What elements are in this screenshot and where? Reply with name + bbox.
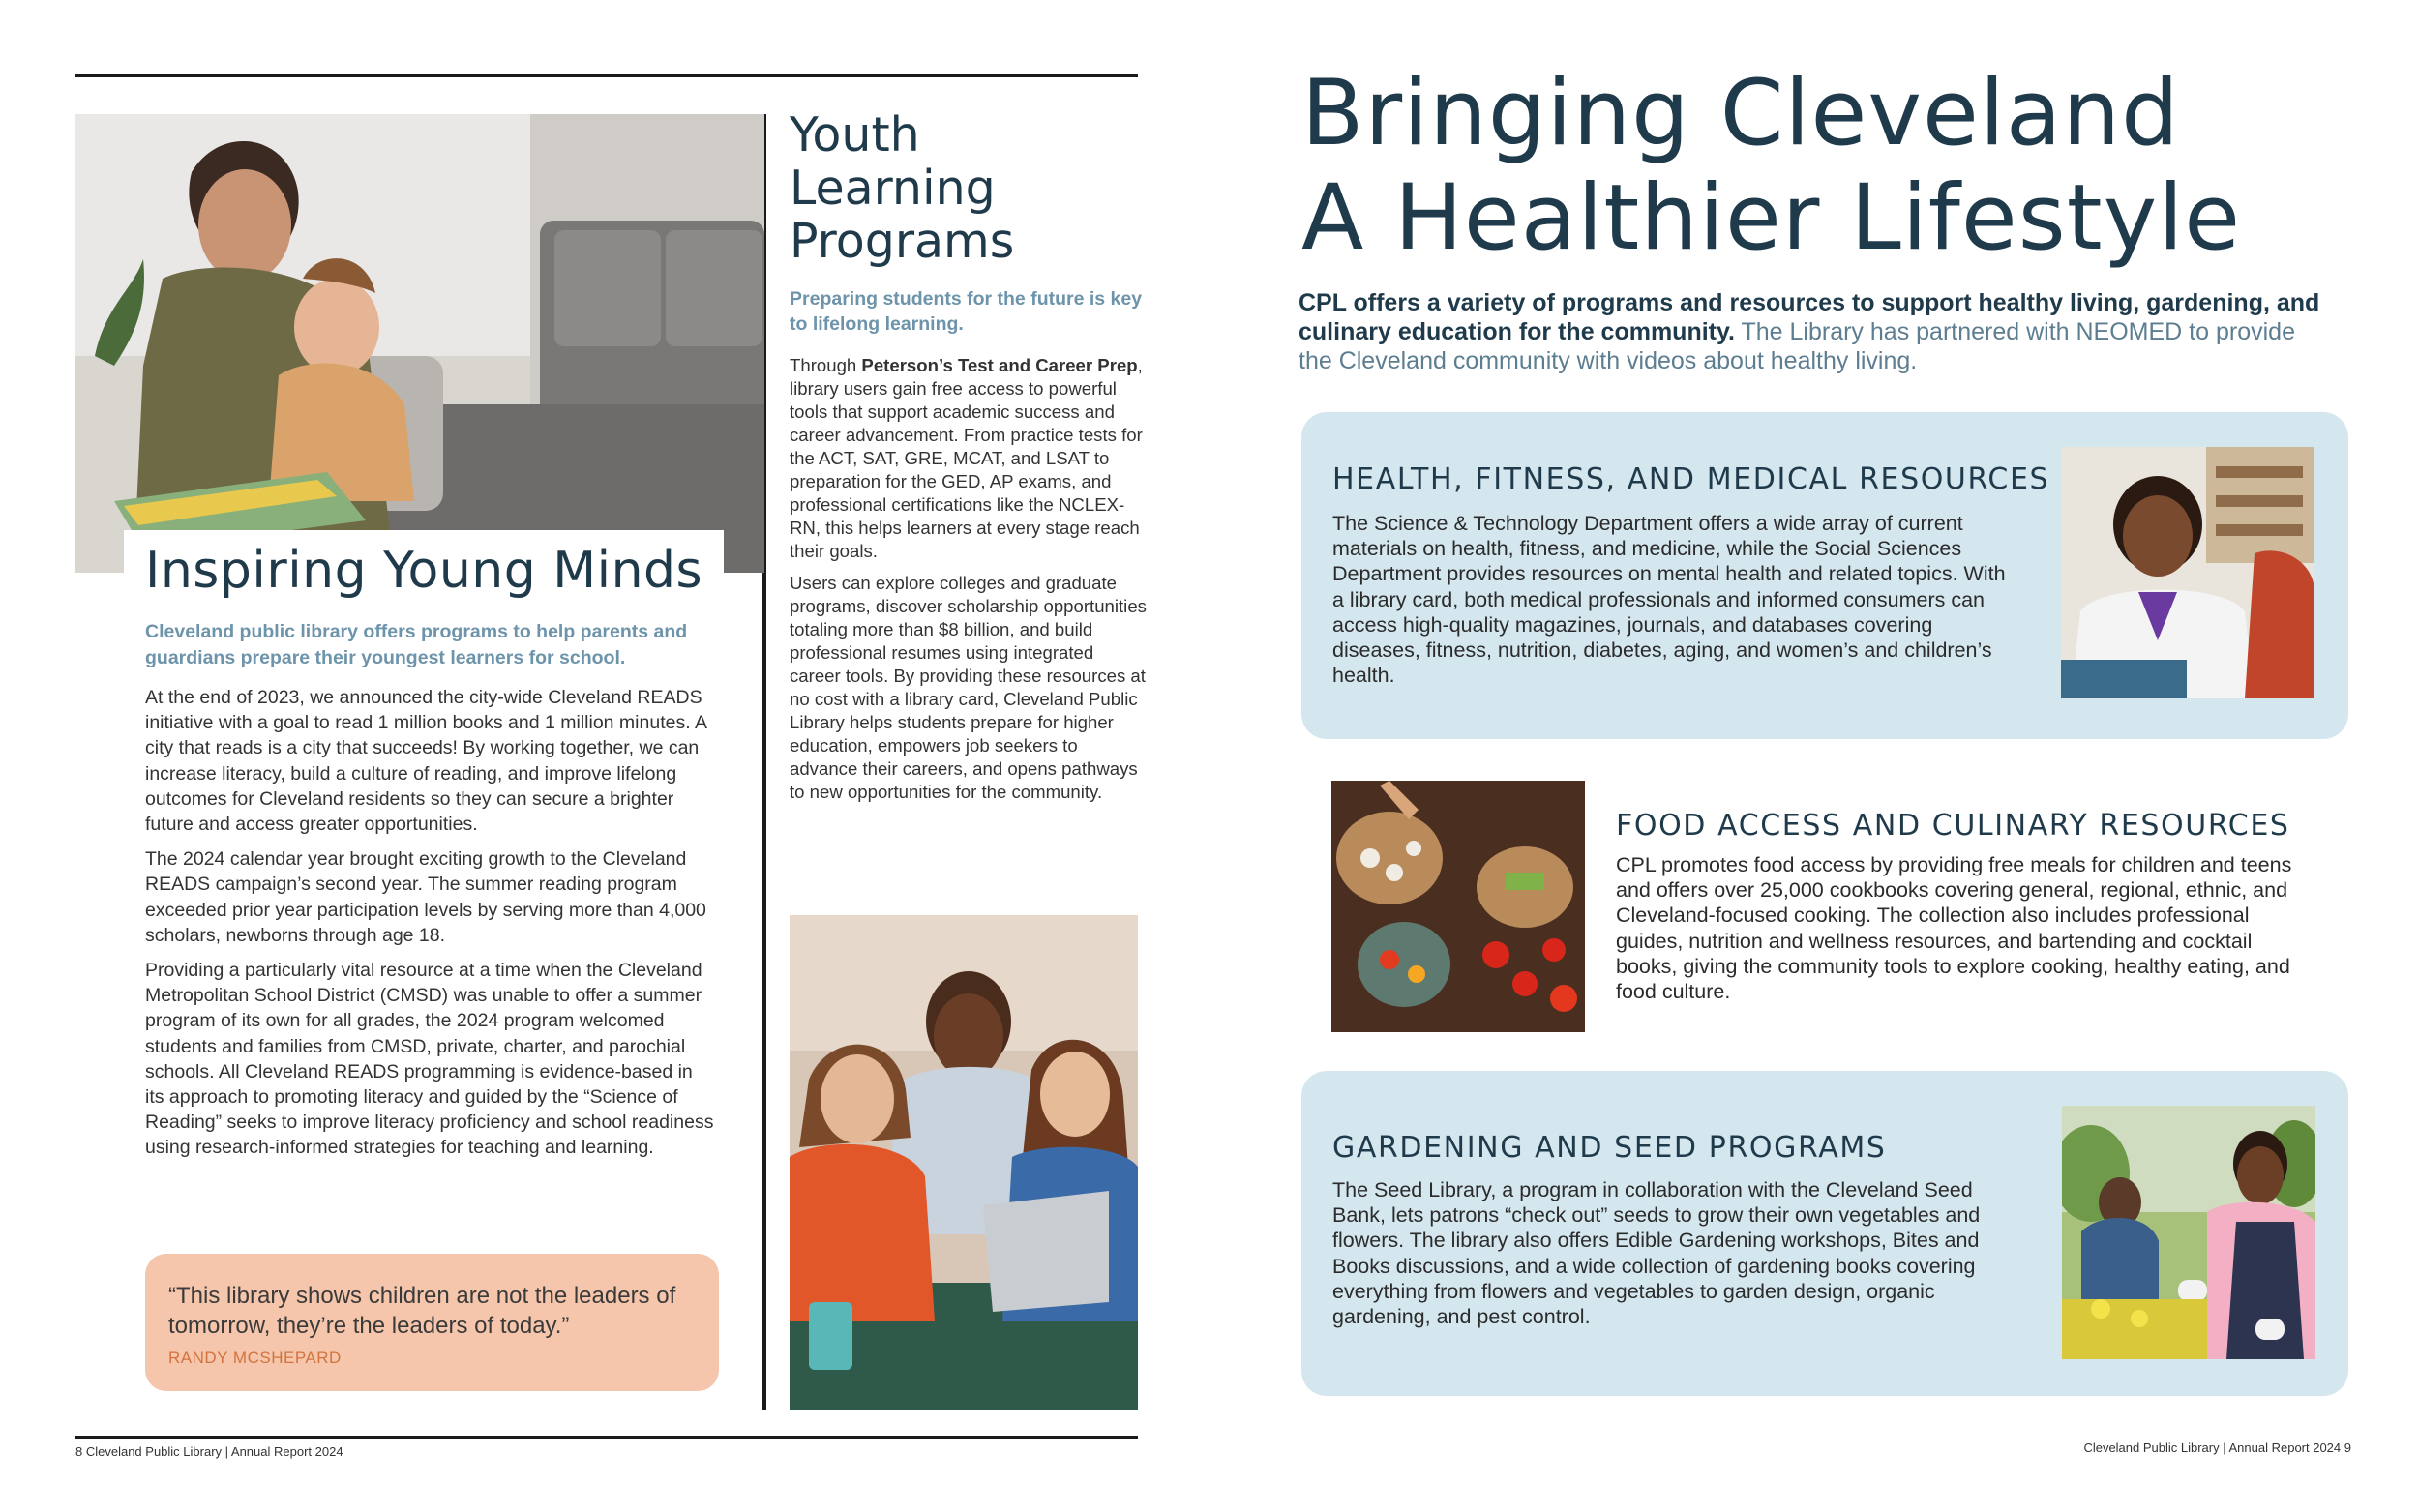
- inspiring-paragraph: Providing a particularly vital resource at a time when the Cleveland Metropolitan School District (CMSD) was unable to offer a summer program of its own for all grades, the 2024 program welcomed students and families from CMSD, private, charter, and parochial schools. All Cleveland READS programming is evidence-based in its approach to promoting literacy and guided by the “Science of Reading” seeks to improve literacy proficiency and school readiness using research-informed strategies for teaching and learning.: [145, 960, 714, 1159]
- intro-bold: CPL offers a variety of programs and resources to support healthy living, gardening, and culinary education for the community.: [1299, 289, 2320, 345]
- mother-child-reading-photo: [75, 114, 764, 573]
- gardening-photo: [2062, 1106, 2315, 1359]
- youth-title: [790, 108, 1014, 268]
- food-card-title: FOOD ACCESS AND CULINARY RESOURCES: [1616, 809, 2290, 843]
- inspiring-subtitle: Cleveland public library offers programs to help parents and guardians prepare their youngest learners for school.: [145, 621, 688, 668]
- youth-subtitle: Preparing students for the future is key to lifelong learning.: [790, 288, 1143, 335]
- footer-left: 8 Cleveland Public Library | Annual Report 2024: [75, 1444, 343, 1459]
- youth-paragraph: [790, 354, 1148, 563]
- main-title-line: A Healthier Lifestyle: [1301, 165, 2242, 271]
- health-card-title: HEALTH, FITNESS, AND MEDICAL RESOURCES: [1332, 462, 2050, 496]
- health-card-body: The Science & Technology Department offers a wide array of current materials on health, fitness, and medicine, while the Social Sciences Department provides resources on mental health and related topics. With a library card, both medical professionals and informed consumers can access high-quality magazines, journals, and databases covering diseases, fitness, nutrition, diabetes, aging, and women’s and children’s health.: [1332, 512, 2006, 688]
- inspiring-body: [145, 685, 716, 1171]
- inspiring-paragraph: At the end of 2023, we announced the city-wide Cleveland READS initiative with a goal to read 1 million books and 1 million minutes. A city that reads is a city that succeeds! By working together, we can increase literacy, build a culture of reading, and improve lifelong outcomes for Cleveland residents so they can secure a brighter future and access greater opportunities.: [145, 687, 706, 836]
- quote-card: [145, 1254, 719, 1391]
- gardening-card-body: The Seed Library, a program in collaboration with the Cleveland Seed Bank, lets patrons “check out” seeds to grow their own vegetables and flowers. The library also offers Edible Gardening workshops, Bites and Books discussions, and a wide collection of gardening books covering everything from flowers and vegetables to garden design, organic gardening, and pest control.: [1332, 1178, 1981, 1329]
- youth-body: [790, 354, 1148, 813]
- doctor-photo: [2061, 447, 2314, 698]
- gardening-card-title: GARDENING AND SEED PROGRAMS: [1332, 1131, 1887, 1165]
- top-rule: [75, 74, 1138, 77]
- bottom-rule: [75, 1436, 1138, 1439]
- main-title: [1301, 62, 2241, 271]
- quote-text: “This library shows children are not the leaders of tomorrow, they’re the leaders of today.”: [168, 1283, 676, 1339]
- footer-right: Cleveland Public Library | Annual Report 2024 9: [2083, 1440, 2351, 1455]
- youth-title-line: Programs: [790, 214, 1015, 269]
- petersons-name: Peterson’s Test and Career Prep: [861, 355, 1138, 375]
- youth-p1-prefix: Through: [790, 355, 862, 375]
- inspiring-paragraph: The 2024 calendar year brought exciting growth to the Cleveland READS campaign’s second year. The summer reading program exceeded prior year participation levels by serving more than 4,000 scholars, newborns through age 18.: [145, 848, 706, 946]
- youth-title-line: Learning: [790, 161, 996, 216]
- main-title-line: Bringing Cleveland: [1301, 61, 2180, 166]
- youth-title-line: Youth: [790, 107, 920, 163]
- food-card-body: CPL promotes food access by providing free meals for children and teens and offers over 25,000 cookbooks covering general, regional, ethnic, and Cleveland-focused cooking. The collection also includes professional guides, nutrition and wellness resources, and bartending and cocktail books, giving the community tools to explore cooking, healthy eating, and food culture.: [1616, 853, 2292, 1004]
- youth-paragraph: Users can explore colleges and graduate programs, discover scholarship opportunities totaling more than $8 billion, and build professional resumes using integrated career tools. By providing these resources at no cost with a library card, Cleveland Public Library helps students prepare for higher education, empowers job seekers to advance their careers, and opens pathways to new opportunities for the community.: [790, 573, 1147, 802]
- intro-text: [1299, 288, 2324, 375]
- intro-rest: The Library has partnered with NEOMED to provide the Cleveland community with videos about healthy living.: [1299, 318, 2295, 374]
- youth-p1-rest: , library users gain free access to powerful tools that support academic success and career advancement. From practice tests for the ACT, SAT, GRE, MCAT, and LSAT to preparation for the GED, AP exams, and professional certifications like the NCLEX-RN, this helps learners at every stage reach their goals.: [790, 355, 1143, 561]
- students-laptop-photo: [790, 915, 1138, 1410]
- quote-author: RANDY MCSHEPARD: [168, 1349, 342, 1367]
- food-photo: [1331, 781, 1585, 1032]
- inspiring-title: Inspiring Young Minds: [145, 542, 703, 600]
